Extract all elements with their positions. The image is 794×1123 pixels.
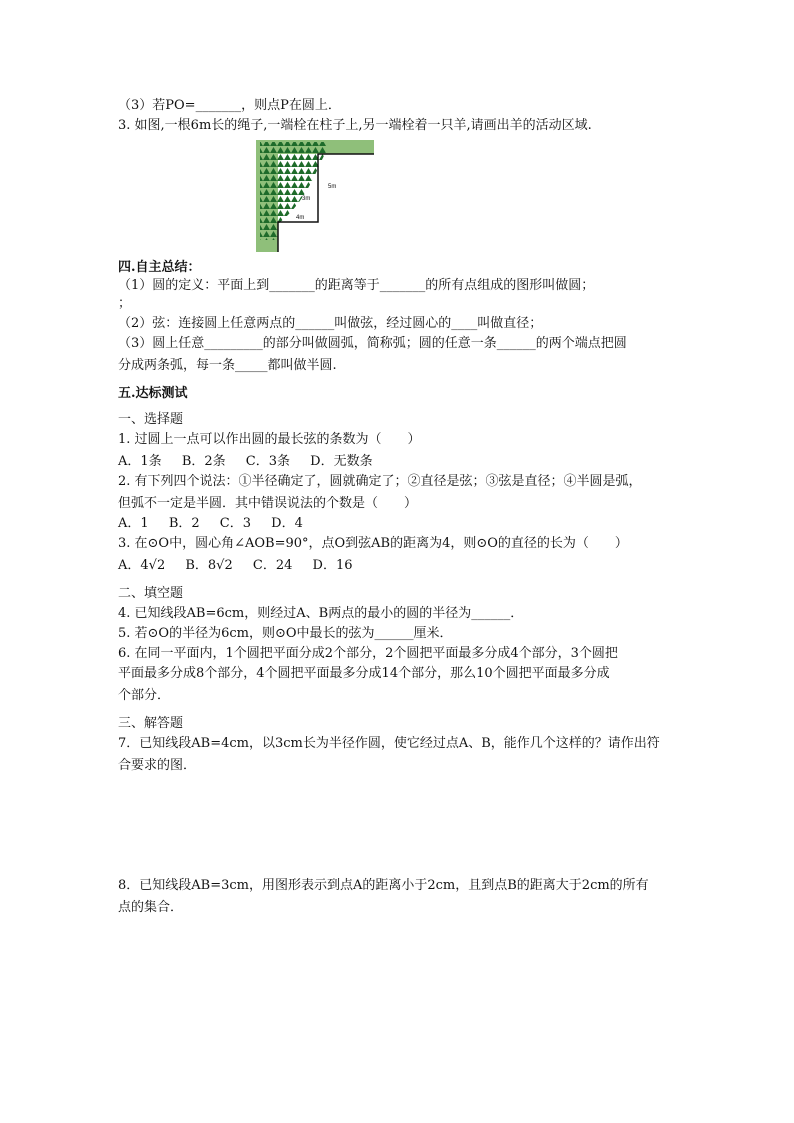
option-c: C．3 <box>219 516 251 531</box>
label-4m: 4m <box>296 215 305 221</box>
option-b: B．2 <box>168 516 200 531</box>
question-3-options <box>118 556 678 576</box>
section-5-title: 五.达标测试 <box>118 386 188 401</box>
option-d: D．无数条 <box>310 454 373 469</box>
question-2a: 2. 有下列四个说法：①半径确定了，圆就确定了；②直径是弦；③弦是直径；④半圆是弧， <box>118 474 642 489</box>
question-3-sheep: 3. 如图,一根6m长的绳子,一端栓在柱子上,另一端栓着一只羊,请画出羊的活动区域. <box>118 118 592 133</box>
question-7a: 7．已知线段AB=4cm，以3cm长为半径作圆，使它经过点A、B，能作几个这样的？请作出符 <box>118 736 660 751</box>
label-5m: 5m <box>328 184 337 190</box>
question-2b: 但弧不一定是半圆．其中错误说法的个数是（ ） <box>118 496 418 511</box>
label-3m: 3m <box>302 196 311 202</box>
question-6a: 6. 在同一平面内，1个圆把平面分成2个部分，2个圆把平面最多分成4个部分，3个圆把 <box>118 646 618 661</box>
question-2-options <box>118 514 678 534</box>
section-choice: 一、选择题 <box>118 412 184 427</box>
question-8a: 8．已知线段AB=3cm，用图形表示到点A的距离小于2cm，且到点B的距离大于2cm的所有 <box>118 878 649 893</box>
option-a: A．1条 <box>118 454 162 469</box>
option-c: C．3条 <box>245 454 290 469</box>
sheep-area-figure <box>256 140 374 252</box>
tree-cover <box>260 142 326 240</box>
question-4: 4. 已知线段AB=6cm，则经过A、B两点的最小的圆的半径为______． <box>118 606 524 621</box>
question-8b: 点的集合． <box>118 900 184 915</box>
question-3: 3. 在⊙O中，圆心角∠AOB=90°，点O到弦AB的距离为4，则⊙O的直径的长为（ ） <box>118 536 628 551</box>
question-6c: 个部分． <box>118 688 171 703</box>
question-7b: 合要求的图． <box>118 758 197 773</box>
question-1: 1. 过圆上一点可以作出圆的最长弦的条数为（ ） <box>118 432 421 447</box>
option-c: C．24 <box>252 558 293 573</box>
option-b: B．8√2 <box>185 558 233 573</box>
section-fill: 二、填空题 <box>118 586 184 601</box>
question-6b: 平面最多分成8个部分，4个圆把平面最多分成14个部分，那么10个圆把平面最多分成 <box>118 666 610 681</box>
summary-3a: （3）圆上任意_________的部分叫做圆弧，简称弧；圆的任意一条______的两个端点把圆 <box>118 336 627 351</box>
option-d: D．16 <box>312 558 353 573</box>
summary-1: （1）圆的定义：平面上到_______的距离等于_______的所有点组成的图形叫做圆； <box>118 278 595 293</box>
option-b: B．2条 <box>181 454 226 469</box>
option-d: D．4 <box>271 516 303 531</box>
q-po-line: （3）若PO=_______，则点P在圆上． <box>118 98 341 113</box>
section-answer: 三、解答题 <box>118 716 184 731</box>
option-a: A．4√2 <box>118 558 166 573</box>
question-1-options <box>118 452 678 472</box>
summary-3b: 分成两条弧，每一条_____都叫做半圆. <box>118 358 337 373</box>
option-a: A．1 <box>118 516 149 531</box>
summary-2: （2）弦：连接圆上任意两点的______叫做弦，经过圆心的____叫做直径； <box>118 316 543 331</box>
question-5: 5. 若⊙O的半径为6cm，则⊙O中最长的弦为______厘米． <box>118 626 453 641</box>
summary-1-cont: ； <box>118 296 132 311</box>
section-4-title: 四.自主总结： <box>118 260 201 275</box>
